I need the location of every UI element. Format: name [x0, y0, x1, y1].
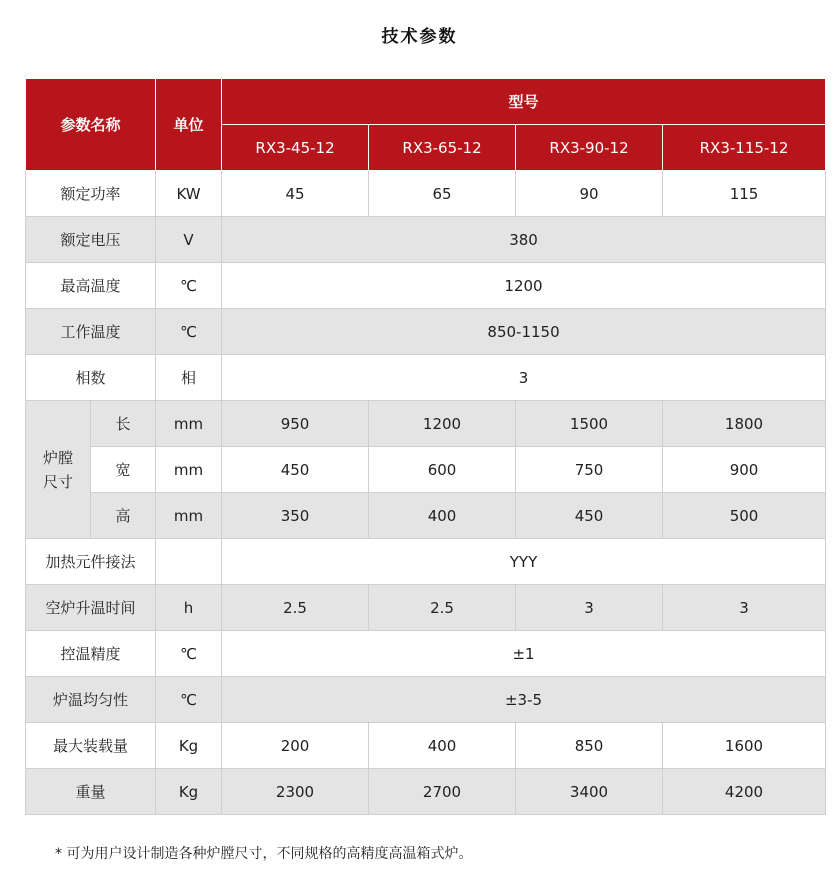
row-unit: mm	[156, 493, 222, 539]
table-row	[26, 585, 826, 631]
chamber-label-line2: 尺寸	[42, 472, 73, 491]
row-label: 加热元件接法	[26, 539, 156, 585]
row-unit: Kg	[156, 723, 222, 769]
row-unit: ℃	[156, 631, 222, 677]
row-sublabel: 长	[91, 401, 156, 447]
row-label: 额定功率	[26, 171, 156, 217]
table-row	[26, 539, 826, 585]
table-row	[26, 677, 826, 723]
row-value: 2300	[222, 769, 369, 815]
row-value: ±3-5	[222, 677, 826, 723]
row-value: 900	[663, 447, 826, 493]
header-unit: 单位	[156, 79, 222, 171]
table-row	[26, 723, 826, 769]
row-value: YYY	[222, 539, 826, 585]
row-value: 750	[516, 447, 663, 493]
table-row	[26, 355, 826, 401]
row-value: 1800	[663, 401, 826, 447]
table-row	[26, 631, 826, 677]
header-model-group: 型号	[222, 79, 826, 125]
row-value: 3	[222, 355, 826, 401]
row-value: 2.5	[369, 585, 516, 631]
row-value: 500	[663, 493, 826, 539]
header-model: RX3-45-12	[222, 125, 369, 171]
row-value: 400	[369, 723, 516, 769]
row-sublabel: 高	[91, 493, 156, 539]
row-value: 3400	[516, 769, 663, 815]
spec-table	[25, 78, 826, 815]
page-title: 技术参数	[381, 27, 458, 47]
row-label: 空炉升温时间	[26, 585, 156, 631]
row-value: 4200	[663, 769, 826, 815]
row-unit: ℃	[156, 263, 222, 309]
row-label: 额定电压	[26, 217, 156, 263]
row-value: 1200	[222, 263, 826, 309]
row-unit: ℃	[156, 677, 222, 723]
chamber-label-line1: 炉膛	[42, 448, 73, 467]
table-row	[26, 447, 826, 493]
row-value: 65	[369, 171, 516, 217]
table-row	[26, 263, 826, 309]
row-unit: Kg	[156, 769, 222, 815]
row-value: 400	[369, 493, 516, 539]
header-model: RX3-115-12	[663, 125, 826, 171]
table-row	[26, 217, 826, 263]
row-value: 2.5	[222, 585, 369, 631]
header-model: RX3-90-12	[516, 125, 663, 171]
row-label: 控温精度	[26, 631, 156, 677]
row-value: 200	[222, 723, 369, 769]
row-unit: h	[156, 585, 222, 631]
row-value: 600	[369, 447, 516, 493]
row-value: 450	[516, 493, 663, 539]
row-label: 相数	[26, 355, 156, 401]
row-value: 1200	[369, 401, 516, 447]
row-value: 45	[222, 171, 369, 217]
row-value: 450	[222, 447, 369, 493]
row-label: 最高温度	[26, 263, 156, 309]
row-value: 350	[222, 493, 369, 539]
row-unit: ℃	[156, 309, 222, 355]
row-value: 950	[222, 401, 369, 447]
table-row	[26, 309, 826, 355]
row-value: 1600	[663, 723, 826, 769]
row-sublabel: 宽	[91, 447, 156, 493]
row-label: 最大装载量	[26, 723, 156, 769]
row-label: 炉温均匀性	[26, 677, 156, 723]
footnote: * 可为用户设计制造各种炉膛尺寸，不同规格的高精度高温箱式炉。	[55, 846, 473, 862]
table-row	[26, 493, 826, 539]
table-row	[26, 401, 826, 447]
row-value: 90	[516, 171, 663, 217]
row-unit: 相	[156, 355, 222, 401]
row-value: 1500	[516, 401, 663, 447]
row-value: ±1	[222, 631, 826, 677]
row-value: 850	[516, 723, 663, 769]
row-label: 工作温度	[26, 309, 156, 355]
row-unit: mm	[156, 401, 222, 447]
table-row	[26, 171, 826, 217]
header-model: RX3-65-12	[369, 125, 516, 171]
table-row	[26, 769, 826, 815]
row-unit: mm	[156, 447, 222, 493]
row-value: 850-1150	[222, 309, 826, 355]
row-value: 3	[516, 585, 663, 631]
row-label: 重量	[26, 769, 156, 815]
row-value: 115	[663, 171, 826, 217]
row-unit: KW	[156, 171, 222, 217]
row-unit	[156, 539, 222, 585]
row-value: 3	[663, 585, 826, 631]
chamber-size-label	[26, 401, 91, 539]
row-value: 2700	[369, 769, 516, 815]
row-value: 380	[222, 217, 826, 263]
row-unit: V	[156, 217, 222, 263]
header-param-name: 参数名称	[26, 79, 156, 171]
